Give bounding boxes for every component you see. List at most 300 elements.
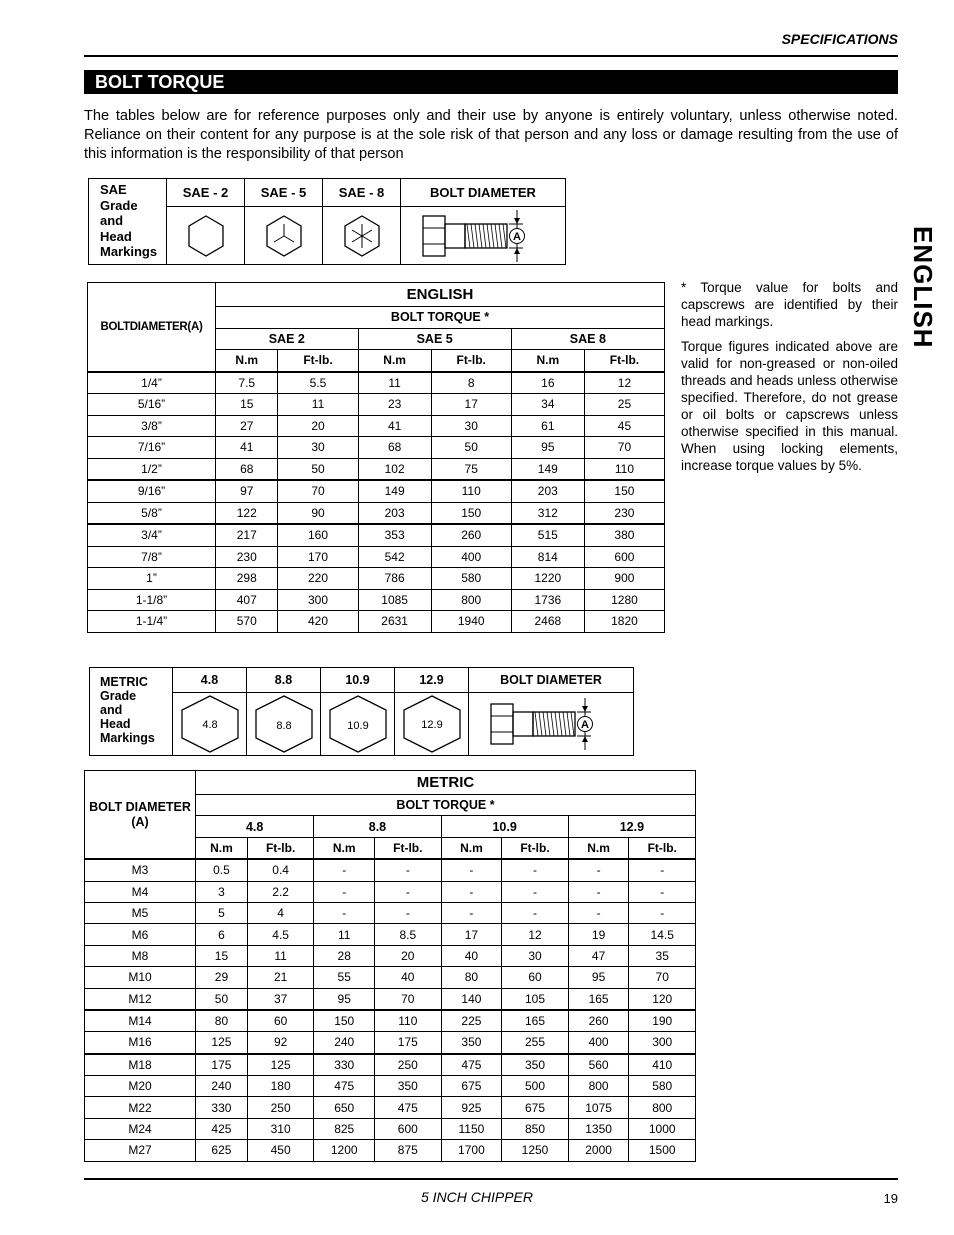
torque-value-cell: 125 [247,1054,313,1076]
bolt-diameter-header: BOLT DIAMETER [401,179,566,207]
torque-value-cell: 250 [247,1097,313,1118]
sae-grade-header: SAE - 5 [245,179,323,207]
english-torque-table [87,282,665,633]
torque-value-cell: 330 [196,1097,248,1118]
torque-value-cell: 330 [314,1054,375,1076]
unit-header: Ft-lb. [584,350,664,372]
torque-value-cell: 80 [441,967,502,988]
torque-value-cell: 300 [629,1032,696,1054]
torque-value-cell: 0.5 [196,859,248,881]
torque-value-cell: - [375,902,441,923]
dimension-letter: A [581,719,589,731]
torque-value-cell: 11 [278,394,358,416]
torque-value-cell: 1700 [441,1140,502,1161]
torque-value-cell: 4 [247,902,313,923]
metric-grade-header: 10.9 [321,668,395,693]
table-row [85,945,696,966]
torque-value-cell: 0.4 [247,859,313,881]
table-row [85,1032,696,1054]
torque-value-cell: - [441,859,502,881]
bolt-size-cell: 5/8” [88,502,216,524]
torque-value-cell: 175 [375,1032,441,1054]
torque-value-cell: 165 [502,1010,568,1032]
note-paragraph: * Torque value for bolts and capscrews are identified by their head markings. [681,280,898,329]
torque-value-cell: - [629,902,696,923]
bolt-size-cell: M22 [85,1097,196,1118]
unit-header: Ft-lb. [278,350,358,372]
torque-value-cell: 21 [247,967,313,988]
torque-value-cell: 3 [196,881,248,902]
torque-value-cell: 250 [375,1054,441,1076]
unit-header: N.m [358,350,431,372]
torque-value-cell: 97 [216,480,278,502]
torque-value-cell: 50 [431,437,511,459]
torque-value-cell: 240 [196,1076,248,1097]
unit-header: N.m [511,350,584,372]
torque-value-cell: - [441,881,502,902]
torque-value-cell: 15 [216,394,278,416]
torque-value-cell: 500 [502,1076,568,1097]
torque-value-cell: 350 [375,1076,441,1097]
bolt-diameter-column-header: BOLT DIAMETER (A) [85,771,196,860]
torque-value-cell: 600 [375,1118,441,1139]
torque-value-cell: 35 [629,945,696,966]
table-row [85,988,696,1010]
torque-value-cell: 150 [584,480,664,502]
bolt-diameter-diagram-icon [401,207,566,265]
table-row [85,1118,696,1139]
grade-header: SAE 2 [216,328,359,350]
sae-2-head-icon [167,207,245,265]
sae-grade-header: SAE - 8 [323,179,401,207]
metric-grade-header: 8.8 [247,668,321,693]
table-row [85,859,696,881]
torque-value-cell: - [441,902,502,923]
svg-text:8.8: 8.8 [275,720,292,732]
torque-value-cell: 5 [196,902,248,923]
torque-value-cell: - [568,859,629,881]
torque-value-cell: 29 [196,967,248,988]
torque-value-cell: 68 [216,458,278,480]
note-paragraph: Torque figures indicated above are valid for non-greased or non-oiled threads and heads unless otherwise specified. Therefore, do not grease or oil bolts or capscrews unless otherwise specified in this manual. When using locking elements, increase torque values by 5%. [681,339,898,473]
torque-value-cell: 70 [584,437,664,459]
torque-value-cell: 353 [358,524,431,546]
table-row [88,568,665,590]
torque-value-cell: - [502,881,568,902]
table-row [88,589,665,611]
torque-value-cell: 800 [431,589,511,611]
metric-torque-table [84,770,696,1162]
torque-value-cell: 203 [511,480,584,502]
intro-paragraph: The tables below are for reference purposes only and their use by anyone is entirely voluntary, unless otherwise noted. Reliance on their content for any purpose is at the sole risk of that person and any loss or damage resulting from the use of this information is the responsibility of that person [84,108,898,162]
torque-value-cell: 1736 [511,589,584,611]
unit-header: N.m [568,837,629,859]
torque-value-cell: - [375,859,441,881]
torque-value-cell: 814 [511,546,584,568]
grade-header: 10.9 [441,816,568,837]
torque-value-cell: 170 [278,546,358,568]
torque-value-cell: 1500 [629,1140,696,1161]
grade-header: SAE 5 [358,328,511,350]
footer-rule [84,1178,898,1180]
torque-value-cell: 20 [278,415,358,437]
bolt-size-cell: M27 [85,1140,196,1161]
torque-header: BOLT TORQUE * [196,795,696,816]
torque-value-cell: 560 [568,1054,629,1076]
torque-value-cell: 19 [568,924,629,945]
torque-value-cell: 70 [629,967,696,988]
table-row [88,372,665,394]
torque-value-cell: 125 [196,1032,248,1054]
torque-value-cell: 165 [568,988,629,1010]
svg-text:12.9: 12.9 [420,719,443,731]
table-row [88,502,665,524]
bolt-size-cell: 1-1/8” [88,589,216,611]
table-row [85,902,696,923]
torque-value-cell: 300 [278,589,358,611]
torque-value-cell: 600 [584,546,664,568]
torque-value-cell: 625 [196,1140,248,1161]
grade-header: 8.8 [314,816,441,837]
torque-value-cell: 220 [278,568,358,590]
bolt-size-cell: M24 [85,1118,196,1139]
dimension-letter: A [513,230,521,243]
svg-text:10.9: 10.9 [346,720,369,732]
torque-value-cell: - [314,881,375,902]
torque-value-cell: 450 [247,1140,313,1161]
torque-value-cell: 580 [431,568,511,590]
bolt-diameter-diagram-icon [469,693,634,756]
sae-markings-label: SAE Grade and Head Markings [89,179,167,265]
torque-value-cell: 80 [196,1010,248,1032]
bolt-size-cell: M5 [85,902,196,923]
torque-value-cell: - [314,902,375,923]
torque-value-cell: 20 [375,945,441,966]
sae-8-head-icon [323,207,401,265]
torque-value-cell: 2631 [358,611,431,633]
torque-value-cell: 16 [511,372,584,394]
torque-value-cell: 8.5 [375,924,441,945]
table-row [85,1097,696,1118]
bolt-size-cell: M12 [85,988,196,1010]
torque-value-cell: 1820 [584,611,664,633]
table-row [85,924,696,945]
torque-value-cell: 425 [196,1118,248,1139]
torque-value-cell: 41 [358,415,431,437]
torque-value-cell: 75 [431,458,511,480]
torque-value-cell: 68 [358,437,431,459]
torque-value-cell: 7.5 [216,372,278,394]
language-tab: ENGLISH [908,226,938,349]
table-row [88,546,665,568]
metric-markings-label: METRIC Grade and Head Markings [90,668,173,756]
torque-value-cell: 800 [568,1076,629,1097]
torque-value-cell: 217 [216,524,278,546]
torque-value-cell: 515 [511,524,584,546]
torque-value-cell: 925 [441,1097,502,1118]
torque-value-cell: 15 [196,945,248,966]
torque-value-cell: 50 [196,988,248,1010]
table-row [85,1076,696,1097]
sae-markings-table [88,178,566,265]
torque-value-cell: 542 [358,546,431,568]
torque-value-cell: 2.2 [247,881,313,902]
torque-value-cell: 1220 [511,568,584,590]
grade-header: 4.8 [196,816,314,837]
torque-value-cell: 61 [511,415,584,437]
torque-value-cell: 17 [441,924,502,945]
bolt-size-cell: 5/16” [88,394,216,416]
bolt-size-cell: 1” [88,568,216,590]
torque-value-cell: 650 [314,1097,375,1118]
table-row [88,524,665,546]
torque-value-cell: 14.5 [629,924,696,945]
torque-value-cell: 120 [629,988,696,1010]
torque-value-cell: 900 [584,568,664,590]
unit-header: N.m [441,837,502,859]
table-row [88,611,665,633]
svg-text:4.8: 4.8 [201,719,218,731]
bolt-size-cell: 1-1/4” [88,611,216,633]
torque-value-cell: - [629,881,696,902]
bolt-size-cell: 9/16” [88,480,216,502]
torque-value-cell: 570 [216,611,278,633]
torque-value-cell: 800 [629,1097,696,1118]
torque-value-cell: 50 [278,458,358,480]
torque-value-cell: 350 [441,1032,502,1054]
torque-value-cell: 1200 [314,1140,375,1161]
sae-grade-header: SAE - 2 [167,179,245,207]
bolt-size-cell: 7/8” [88,546,216,568]
unit-header: Ft-lb. [431,350,511,372]
bolt-size-cell: M6 [85,924,196,945]
torque-value-cell: 1085 [358,589,431,611]
torque-notes [681,279,898,482]
metric-10-9-head-icon [321,693,395,756]
torque-value-cell: 850 [502,1118,568,1139]
torque-value-cell: 1000 [629,1118,696,1139]
torque-value-cell: 60 [247,1010,313,1032]
torque-value-cell: 47 [568,945,629,966]
torque-value-cell: 1250 [502,1140,568,1161]
torque-value-cell: 25 [584,394,664,416]
torque-value-cell: 34 [511,394,584,416]
torque-value-cell: 1280 [584,589,664,611]
torque-value-cell: - [629,859,696,881]
english-table-title: ENGLISH [216,283,665,307]
section-title-bar: BOLT TORQUE [84,70,898,94]
torque-value-cell: 150 [431,502,511,524]
torque-value-cell: 1075 [568,1097,629,1118]
torque-value-cell: 312 [511,502,584,524]
torque-value-cell: 475 [375,1097,441,1118]
torque-value-cell: 6 [196,924,248,945]
torque-value-cell: 95 [568,967,629,988]
torque-value-cell: 786 [358,568,431,590]
grade-header: 12.9 [568,816,695,837]
torque-value-cell: 407 [216,589,278,611]
metric-8-8-head-icon [247,693,321,756]
metric-4-8-head-icon [173,693,247,756]
torque-value-cell: 420 [278,611,358,633]
torque-value-cell: - [568,902,629,923]
torque-value-cell: 350 [502,1054,568,1076]
torque-value-cell: 175 [196,1054,248,1076]
bolt-size-cell: 3/4” [88,524,216,546]
torque-value-cell: 255 [502,1032,568,1054]
torque-value-cell: 95 [511,437,584,459]
bolt-size-cell: M8 [85,945,196,966]
table-row [88,437,665,459]
torque-value-cell: 875 [375,1140,441,1161]
unit-header: N.m [196,837,248,859]
unit-header: N.m [314,837,375,859]
torque-value-cell: 825 [314,1118,375,1139]
bolt-size-cell: M20 [85,1076,196,1097]
torque-value-cell: 475 [441,1054,502,1076]
torque-value-cell: 1150 [441,1118,502,1139]
torque-value-cell: 400 [431,546,511,568]
torque-value-cell: 102 [358,458,431,480]
table-row [85,967,696,988]
unit-header: Ft-lb. [247,837,313,859]
torque-value-cell: 28 [314,945,375,966]
bolt-size-cell: M16 [85,1032,196,1054]
torque-value-cell: 150 [314,1010,375,1032]
torque-value-cell: 95 [314,988,375,1010]
torque-value-cell: 410 [629,1054,696,1076]
torque-value-cell: 675 [502,1097,568,1118]
sae-5-head-icon [245,207,323,265]
bolt-size-cell: 1/4” [88,372,216,394]
header-rule [84,55,898,57]
table-row [88,415,665,437]
torque-value-cell: 580 [629,1076,696,1097]
bolt-size-cell: M18 [85,1054,196,1076]
torque-value-cell: 230 [216,546,278,568]
table-row [85,881,696,902]
metric-grade-header: 12.9 [395,668,469,693]
torque-value-cell: 105 [502,988,568,1010]
torque-value-cell: 2000 [568,1140,629,1161]
grade-header: SAE 8 [511,328,664,350]
torque-value-cell: 90 [278,502,358,524]
bolt-size-cell: 3/8” [88,415,216,437]
torque-value-cell: 203 [358,502,431,524]
torque-value-cell: 92 [247,1032,313,1054]
bolt-size-cell: 1/2” [88,458,216,480]
metric-table-title: METRIC [196,771,696,795]
torque-value-cell: 675 [441,1076,502,1097]
footer-title: 5 INCH CHIPPER [420,1189,534,1205]
torque-value-cell: 17 [431,394,511,416]
torque-value-cell: 380 [584,524,664,546]
torque-value-cell: 30 [278,437,358,459]
header-section-title: SPECIFICATIONS [781,31,898,47]
torque-value-cell: 12 [584,372,664,394]
table-row [88,458,665,480]
torque-value-cell: 41 [216,437,278,459]
bolt-size-cell: M10 [85,967,196,988]
torque-value-cell: 190 [629,1010,696,1032]
torque-value-cell: 23 [358,394,431,416]
bolt-diameter-column-header: BOLTDIAMETER(A) [88,283,216,372]
torque-value-cell: 149 [358,480,431,502]
torque-value-cell: 30 [502,945,568,966]
torque-value-cell: 40 [375,967,441,988]
torque-value-cell: 122 [216,502,278,524]
torque-value-cell: 180 [247,1076,313,1097]
torque-value-cell: 37 [247,988,313,1010]
torque-value-cell: 225 [441,1010,502,1032]
torque-value-cell: 230 [584,502,664,524]
torque-value-cell: 11 [314,924,375,945]
torque-value-cell: 70 [278,480,358,502]
torque-value-cell: - [314,859,375,881]
torque-value-cell: 400 [568,1032,629,1054]
table-row [88,394,665,416]
torque-value-cell: 310 [247,1118,313,1139]
torque-value-cell: 1940 [431,611,511,633]
torque-value-cell: 110 [375,1010,441,1032]
torque-value-cell: 40 [441,945,502,966]
unit-header: Ft-lb. [502,837,568,859]
torque-value-cell: 70 [375,988,441,1010]
metric-12-9-head-icon [395,693,469,756]
torque-header: BOLT TORQUE * [216,307,665,329]
torque-value-cell: - [502,859,568,881]
torque-value-cell: 110 [431,480,511,502]
torque-value-cell: 27 [216,415,278,437]
bolt-size-cell: M4 [85,881,196,902]
page-number: 19 [883,1191,898,1206]
bolt-size-cell: 7/16” [88,437,216,459]
table-row [85,1010,696,1032]
table-row [88,480,665,502]
table-row [85,1140,696,1161]
torque-value-cell: 298 [216,568,278,590]
metric-grade-header: 4.8 [173,668,247,693]
metric-markings-table [89,667,634,756]
table-row [85,1054,696,1076]
torque-value-cell: 30 [431,415,511,437]
torque-value-cell: 260 [568,1010,629,1032]
torque-value-cell: 11 [358,372,431,394]
torque-value-cell: 45 [584,415,664,437]
unit-header: Ft-lb. [629,837,696,859]
torque-value-cell: - [502,902,568,923]
torque-value-cell: - [375,881,441,902]
torque-value-cell: 475 [314,1076,375,1097]
torque-value-cell: 2468 [511,611,584,633]
torque-value-cell: 11 [247,945,313,966]
torque-value-cell: 4.5 [247,924,313,945]
torque-value-cell: 8 [431,372,511,394]
torque-value-cell: 240 [314,1032,375,1054]
torque-value-cell: 60 [502,967,568,988]
torque-value-cell: 149 [511,458,584,480]
torque-value-cell: 260 [431,524,511,546]
torque-value-cell: 140 [441,988,502,1010]
torque-value-cell: 5.5 [278,372,358,394]
torque-value-cell: 12 [502,924,568,945]
torque-value-cell: - [568,881,629,902]
torque-value-cell: 110 [584,458,664,480]
torque-value-cell: 55 [314,967,375,988]
bolt-size-cell: M14 [85,1010,196,1032]
torque-value-cell: 160 [278,524,358,546]
unit-header: N.m [216,350,278,372]
